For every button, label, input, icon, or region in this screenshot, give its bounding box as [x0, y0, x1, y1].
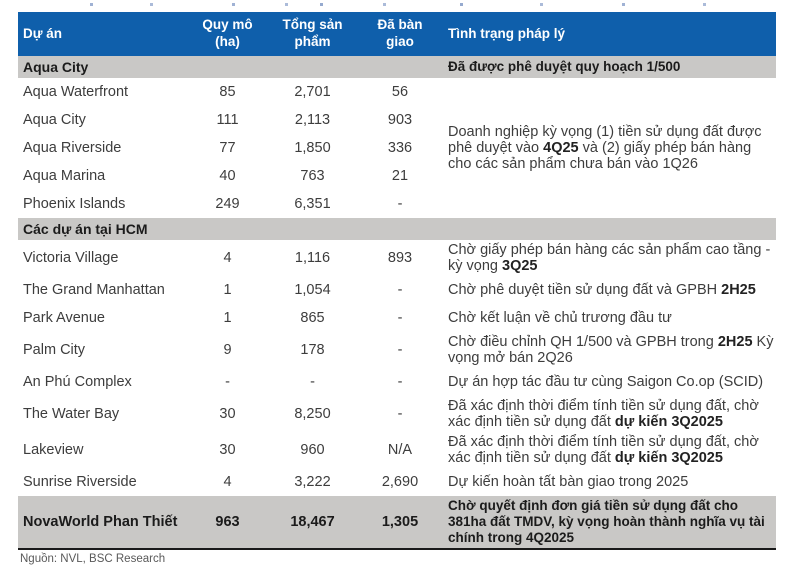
- project-name-cell: NovaWorld Phan Thiết: [18, 496, 190, 549]
- total-units-cell: 763: [300, 168, 325, 184]
- table-row: [18, 276, 776, 304]
- project-name-cell: Sunrise Riverside: [23, 474, 137, 490]
- header-area: Quy mô (ha): [190, 12, 265, 56]
- total-units-cell: 1,054: [294, 282, 331, 298]
- legal-status-cell: Dự án hợp tác đầu tư cùng Saigon Co.op (SCID): [448, 374, 764, 390]
- legal-status-cell: Dự kiến hoàn tất bàn giao trong 2025: [448, 474, 689, 490]
- delivered-cell: N/A: [387, 442, 413, 458]
- section-title: Aqua City: [18, 56, 440, 78]
- area-cell: 9: [223, 342, 232, 358]
- legal-status-cell: Chờ kết luận về chủ trương đầu tư: [448, 310, 672, 326]
- area-cell: 85: [219, 84, 236, 100]
- delivered-cell: 2,690: [381, 474, 419, 490]
- section-row: [18, 56, 776, 78]
- header-project: Dự án: [18, 12, 190, 56]
- delivered-cell: -: [397, 310, 403, 326]
- section-status-cell: [440, 218, 776, 240]
- table-row: [18, 78, 776, 106]
- header-total: Tổng sản phẩm: [265, 12, 360, 56]
- project-name-cell: Victoria Village: [23, 250, 119, 266]
- total-units-cell: 2,113: [294, 112, 331, 128]
- area-cell: 249: [215, 196, 240, 212]
- section-title: Các dự án tại HCM: [18, 218, 440, 240]
- area-cell: 30: [219, 442, 236, 458]
- delivered-cell: -: [397, 374, 403, 390]
- total-row: [18, 496, 776, 549]
- delivered-cell: -: [397, 406, 403, 422]
- legal-status-cell: Doanh nghiệp kỳ vọng (1) tiền sử dụng đất được phê duyệt vào 4Q25 và (2) giấy phép bán hàng cho các sản phẩm chưa bán vào 1Q26: [448, 124, 762, 172]
- header-status: Tình trạng pháp lý: [440, 12, 776, 56]
- area-cell: 4: [223, 474, 232, 490]
- area-cell: 40: [219, 168, 236, 184]
- total-units-cell: 1,116: [294, 250, 331, 266]
- total-units-cell: 960: [300, 442, 325, 458]
- total-units-cell: 178: [300, 342, 325, 358]
- area-cell: 77: [219, 140, 236, 156]
- project-name-cell: The Water Bay: [23, 406, 120, 422]
- delivered-cell: -: [397, 196, 403, 212]
- area-cell: 4: [223, 250, 232, 266]
- total-units-cell: 18,467: [265, 496, 360, 549]
- total-units-cell: -: [310, 374, 315, 390]
- source-note: Nguồn: NVL, BSC Research: [20, 553, 166, 565]
- total-units-cell: 8,250: [294, 406, 331, 422]
- total-units-cell: 3,222: [294, 474, 331, 490]
- delivered-cell: 1,305: [360, 496, 440, 549]
- legal-status-cell: Đã xác định thời điểm tính tiền sử dụng đất, chờ xác định tiền sử dụng đất dự kiến 3Q2025: [448, 434, 759, 466]
- header-row: [18, 12, 776, 56]
- delivered-cell: -: [397, 282, 403, 298]
- project-name-cell: Aqua Waterfront: [23, 84, 129, 100]
- table-row: [18, 396, 776, 432]
- project-name-cell: An Phú Complex: [23, 374, 132, 390]
- delivered-cell: 893: [387, 250, 413, 266]
- delivered-cell: 56: [391, 84, 409, 100]
- project-name-cell: Aqua Riverside: [23, 140, 122, 156]
- header-delivered: Đã bàn giao: [360, 12, 440, 56]
- project-name-cell: Lakeview: [23, 442, 84, 458]
- delivered-cell: -: [397, 342, 403, 358]
- legal-status-cell: Chờ quyết định đơn giá tiền sử dụng đất cho 381ha đất TMDV, kỳ vọng hoàn thành nghĩa vụ tài chính trong 4Q2025: [440, 496, 776, 549]
- project-name-cell: The Grand Manhattan: [23, 282, 165, 298]
- table-row: [18, 468, 776, 496]
- legal-status-table: [18, 12, 776, 550]
- table-body: [18, 56, 776, 549]
- total-units-cell: 1,850: [294, 140, 331, 156]
- project-name-cell: Phoenix Islands: [23, 196, 126, 212]
- legal-status-cell: Đã xác định thời điểm tính tiền sử dụng đất, chờ xác định tiền sử dụng đất dự kiến 3Q2025: [448, 398, 759, 430]
- area-cell: 111: [216, 112, 239, 128]
- total-units-cell: 6,351: [294, 196, 331, 212]
- table-row: [18, 304, 776, 332]
- total-units-cell: 2,701: [294, 84, 331, 100]
- delivered-cell: 21: [391, 168, 409, 184]
- total-units-cell: 865: [300, 310, 325, 326]
- area-cell: 963: [190, 496, 265, 549]
- table-row: [18, 332, 776, 368]
- table-row: [18, 432, 776, 468]
- area-cell: 1: [223, 282, 232, 298]
- legal-status-cell: Chờ phê duyệt tiền sử dụng đất và GPBH 2H25: [448, 282, 756, 298]
- delivered-cell: 903: [387, 112, 413, 128]
- project-name-cell: Aqua City: [23, 112, 86, 128]
- area-cell: 1: [223, 310, 232, 326]
- delivered-cell: 336: [387, 140, 413, 156]
- table-header: [18, 12, 776, 56]
- cropped-heading-remnant: [0, 3, 3, 6]
- area-cell: -: [225, 374, 230, 390]
- section-status-cell: Đã được phê duyệt quy hoạch 1/500: [440, 56, 776, 78]
- area-cell: 30: [219, 406, 236, 422]
- project-name-cell: Park Avenue: [23, 310, 105, 326]
- section-row: [18, 218, 776, 240]
- legal-status-cell: Chờ giấy phép bán hàng các sản phẩm cao tầng - kỳ vọng 3Q25: [448, 242, 771, 274]
- project-name-cell: Aqua Marina: [23, 168, 106, 184]
- project-name-cell: Palm City: [23, 342, 86, 358]
- table-row: [18, 368, 776, 396]
- legal-status-cell: Chờ điều chỉnh QH 1/500 và GPBH trong 2H25 Kỳ vọng mở bán 2Q26: [448, 334, 774, 366]
- table-row: [18, 240, 776, 276]
